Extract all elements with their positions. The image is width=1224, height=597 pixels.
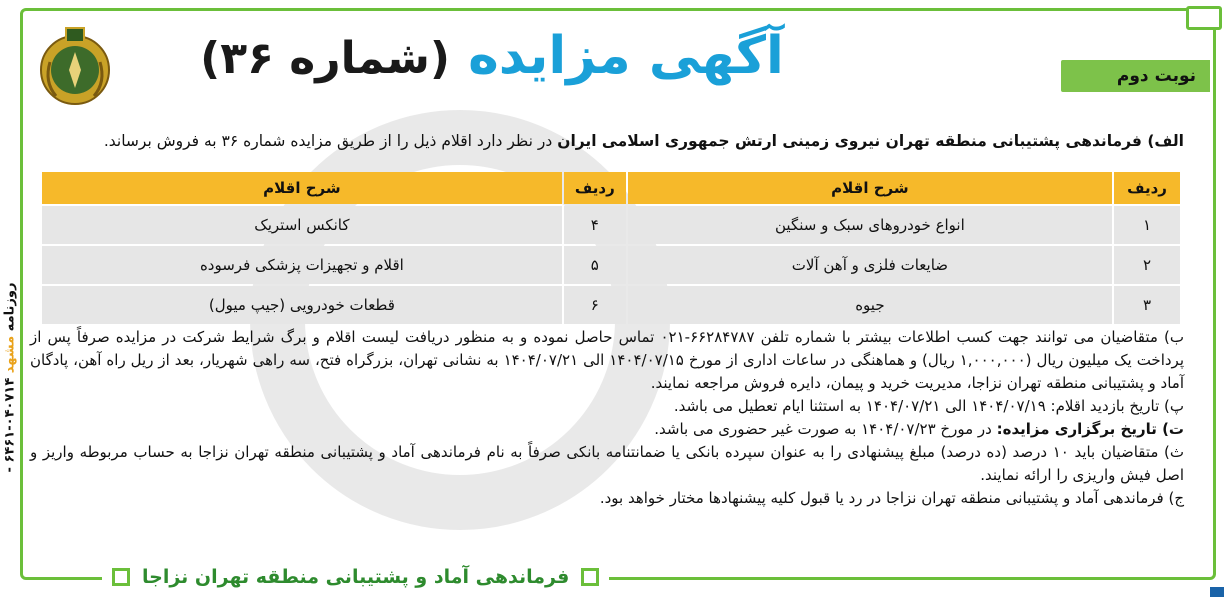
item-description: اقلام و تجهیزات پزشکی فرسوده [42, 246, 562, 284]
clause-t [30, 418, 1184, 441]
item-description: انواع خودروهای سبک و سنگین [628, 206, 1112, 244]
row-number: ۵ [564, 246, 626, 284]
footer-signature [102, 562, 609, 592]
row-number: ۳ [1114, 286, 1180, 324]
square-marker-icon [581, 568, 599, 586]
corner-mark [1210, 587, 1224, 597]
row-number: ۱ [1114, 206, 1180, 244]
intro-lead: الف) فرماندهی پشتیبانی منطقه تهران نیروی زمینی ارتش جمهوری اسلامی ایران [557, 132, 1184, 150]
header-item-2: شرح اقلام [42, 172, 562, 204]
table-row [42, 286, 1180, 324]
table-header-row [42, 172, 1180, 204]
header-row-2: ردیف [564, 172, 626, 204]
row-number: ۲ [1114, 246, 1180, 284]
item-description: جیوه [628, 286, 1112, 324]
intro-line [100, 132, 1184, 150]
clause-t-rest: در مورخ ۱۴۰۴/۰۷/۲۳ به صورت غیر حضوری می باشد. [654, 420, 992, 438]
title-block [0, 26, 1224, 86]
clause-t-lead: ت) تاریخ برگزاری مزایده: [996, 420, 1184, 438]
item-description: ضایعات فلزی و آهن آلات [628, 246, 1112, 284]
item-description: کانکس استریک [42, 206, 562, 244]
item-description: قطعات خودرویی (جیپ میول) [42, 286, 562, 324]
clause-b: ب) متقاضیان می توانند جهت کسب اطلاعات بیشتر با شماره تلفن ۶۶۲۸۴۷۸۷-۰۲۱ تماس حاصل نموده و به منظور دریافت لیست اقلام و برگ شرایط شرکت در مزایده صرفاً پس از پرداخت یک میلیون ریال (۱,۰۰۰,۰۰۰ ریال) و هماهنگی در ساعات اداری از مورخ ۱۴۰۴/۰۷/۱۵ الی ۱۴۰۴/۰۷/۲۱ به نشانی تهران، بزرگراه فتح، سه راهی شهریار، بعد از ریل راه آهن، پادگان آماد و پشتیبانی منطقه تهران نزاجا، مدیریت خرید و پیمان، دایره فروش مراجعه نمایند. [30, 328, 1185, 392]
newspaper-name: مشهد [2, 335, 18, 374]
header-row-1: ردیف [1114, 172, 1180, 204]
title-main: آگهی مزایده [468, 26, 784, 86]
title-number: (شماره ۳۶) [200, 33, 450, 84]
round-badge: نوبت دوم [1061, 60, 1210, 92]
ad-title [200, 26, 784, 86]
clause-th: ث) متقاضیان باید ۱۰ درصد (ده درصد) مبلغ پیشنهادی را به عنوان سپرده بانکی یا ضمانتنامه بانکی صرفاً به نام فرماندهی آماد و پشتیبانی منطقه تهران نزاجا به حساب مربوطه واریز و اصل فیش واریزی را ارائه نمایند. [30, 443, 1185, 484]
clause-p: پ) تاریخ بازدید اقلام: ۱۴۰۴/۰۷/۱۹ الی ۱۴۰۴/۰۷/۲۱ به استثنا ایام تعطیل می باشد. [673, 397, 1184, 415]
newspaper-side-label [0, 250, 18, 510]
square-marker-icon [112, 568, 130, 586]
intro-rest: در نظر دارد اقلام ذیل را از طریق مزایده شماره ۳۶ به فروش برساند. [103, 132, 553, 150]
newspaper-code: ۰۴۰۷۱۴-۶۴۶۱ - [2, 377, 18, 473]
signature-text: فرماندهی آماد و پشتیبانی منطقه تهران نزاجا [142, 566, 570, 588]
table-row [42, 246, 1180, 284]
row-number: ۴ [564, 206, 626, 244]
table-row [42, 206, 1180, 244]
items-table [40, 170, 1182, 326]
conditions-text [30, 326, 1184, 510]
header-item-1: شرح اقلام [628, 172, 1112, 204]
row-number: ۶ [564, 286, 626, 324]
clause-j: ج) فرماندهی آماد و پشتیبانی منطقه تهران نزاجا در رد یا قبول کلیه پیشنهادها مختار خواهد بود. [599, 489, 1184, 507]
newspaper-word: روزنامه [2, 282, 18, 332]
